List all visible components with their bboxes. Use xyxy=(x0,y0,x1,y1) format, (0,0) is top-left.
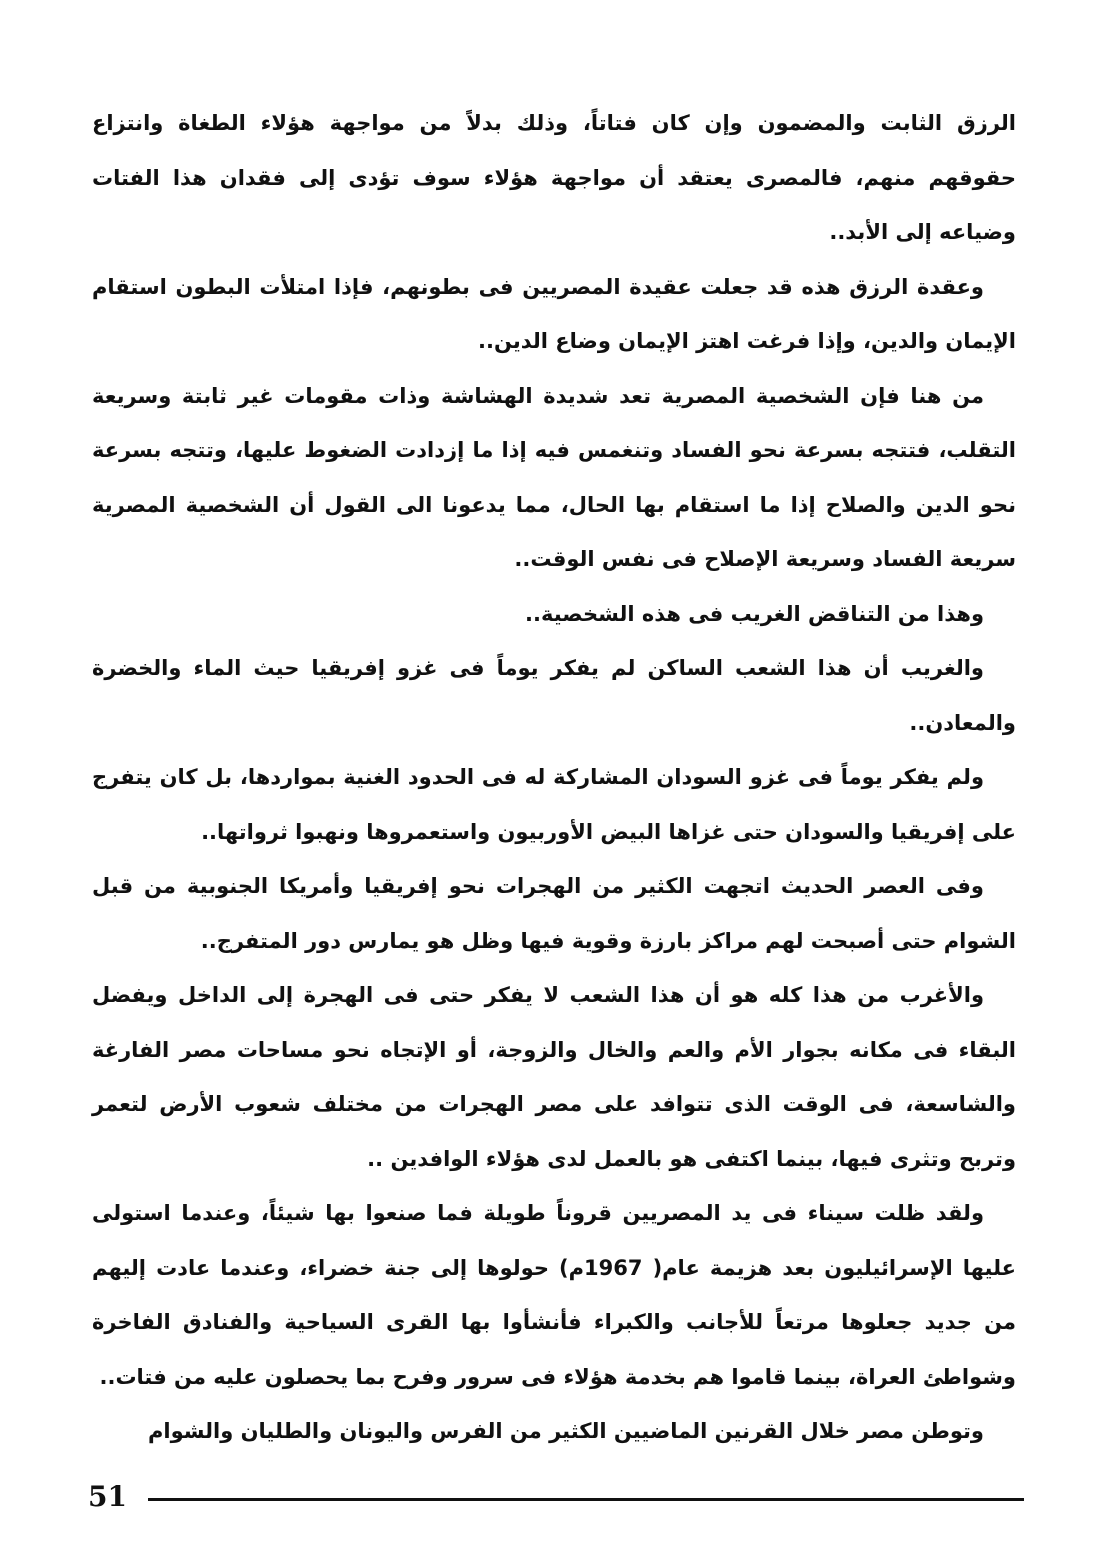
page-footer xyxy=(88,1480,1024,1520)
paragraph-6: ولم يفكر يوماً فى غزو السودان المشاركة له فى الحدود الغنية بمواردها، بل كان يتفرج على إفريقيا والسودان حتى غزاها البيض الأوربيون واستعمروها ونهبوا ثرواتها.. xyxy=(92,765,1016,844)
paragraph-1: الرزق الثابت والمضمون وإن كان فتاتاً، وذلك بدلاً من مواجهة هؤلاء الطغاة وانتزاع حقوقهم منهم، فالمصرى يعتقد أن مواجهة هؤلاء سوف تؤدى إلى فقدان هذا الفتات وضياعه إلى الأبد.. xyxy=(92,111,1016,244)
paragraph-2: وعقدة الرزق هذه قد جعلت عقيدة المصريين فى بطونهم، فإذا امتلأت البطون استقام الإيمان والدين، وإذا فرغت اهتز الإيمان وضاع الدين.. xyxy=(92,274,1016,353)
paragraph-7: وفى العصر الحديث اتجهت الكثير من الهجرات نحو إفريقيا وأمريكا الجنوبية من قبل الشوام حتى أصبحت لهم مراكز بارزة وقوية فيها وظل هو يمارس دور المتفرج.. xyxy=(92,874,1016,953)
page-text-body xyxy=(92,96,1016,1459)
paragraph-4: وهذا من التناقض الغريب فى هذه الشخصية.. xyxy=(525,601,984,626)
paragraph-8: والأغرب من هذا كله هو أن هذا الشعب لا يفكر حتى فى الهجرة إلى الداخل ويفضل البقاء فى مكانه بجوار الأم والعم والخال والزوجة، أو الإتجاه نحو مساحات مصر الفارغة والشاسعة، فى الوقت الذى تتوافد على مصر الهجرات من مختلف شعوب الأرض لتعمر وتربح وتثرى فيها، بينما اكتفى هو بالعمل لدى هؤلاء الوافدين .. xyxy=(92,983,1016,1171)
paragraph-10: وتوطن مصر خلال القرنين الماضيين الكثير من الفرس واليونان والطليان والشوام xyxy=(148,1419,984,1443)
footer-rule xyxy=(148,1498,1024,1501)
page-number: 51 xyxy=(88,1480,127,1513)
paragraph-3: من هنا فإن الشخصية المصرية تعد شديدة الهشاشة وذات مقومات غير ثابتة وسريعة التقلب، فتتجه بسرعة نحو الفساد وتنغمس فيه إذا ما إزدادت الضغوط عليها، وتتجه بسرعة نحو الدين والصلاح إذا ما استقام بها الحال، مما يدعونا الى القول أن الشخصية المصرية سريعة الفساد وسريعة الإصلاح فى نفس الوقت.. xyxy=(92,383,1016,571)
paragraph-9: ولقد ظلت سيناء فى يد المصريين قروناً طويلة فما صنعوا بها شيئاً، وعندما استولى عليها الإسرائيليون بعد هزيمة عام( 1967م) حولوها إلى جنة خضراء، وعندما عادت إليهم من جديد جعلوها مرتعاً للأجانب والكبراء فأنشأوا بها القرى السياحية والفنادق الفاخرة وشواطئ العراة، بينما قاموا هم بخدمة هؤلاء فى سرور وفرح بما يحصلون عليه من فتات.. xyxy=(92,1201,1016,1389)
paragraph-5: والغريب أن هذا الشعب الساكن لم يفكر يوماً فى غزو إفريقيا حيث الماء والخضرة والمعادن.. xyxy=(92,656,1016,735)
